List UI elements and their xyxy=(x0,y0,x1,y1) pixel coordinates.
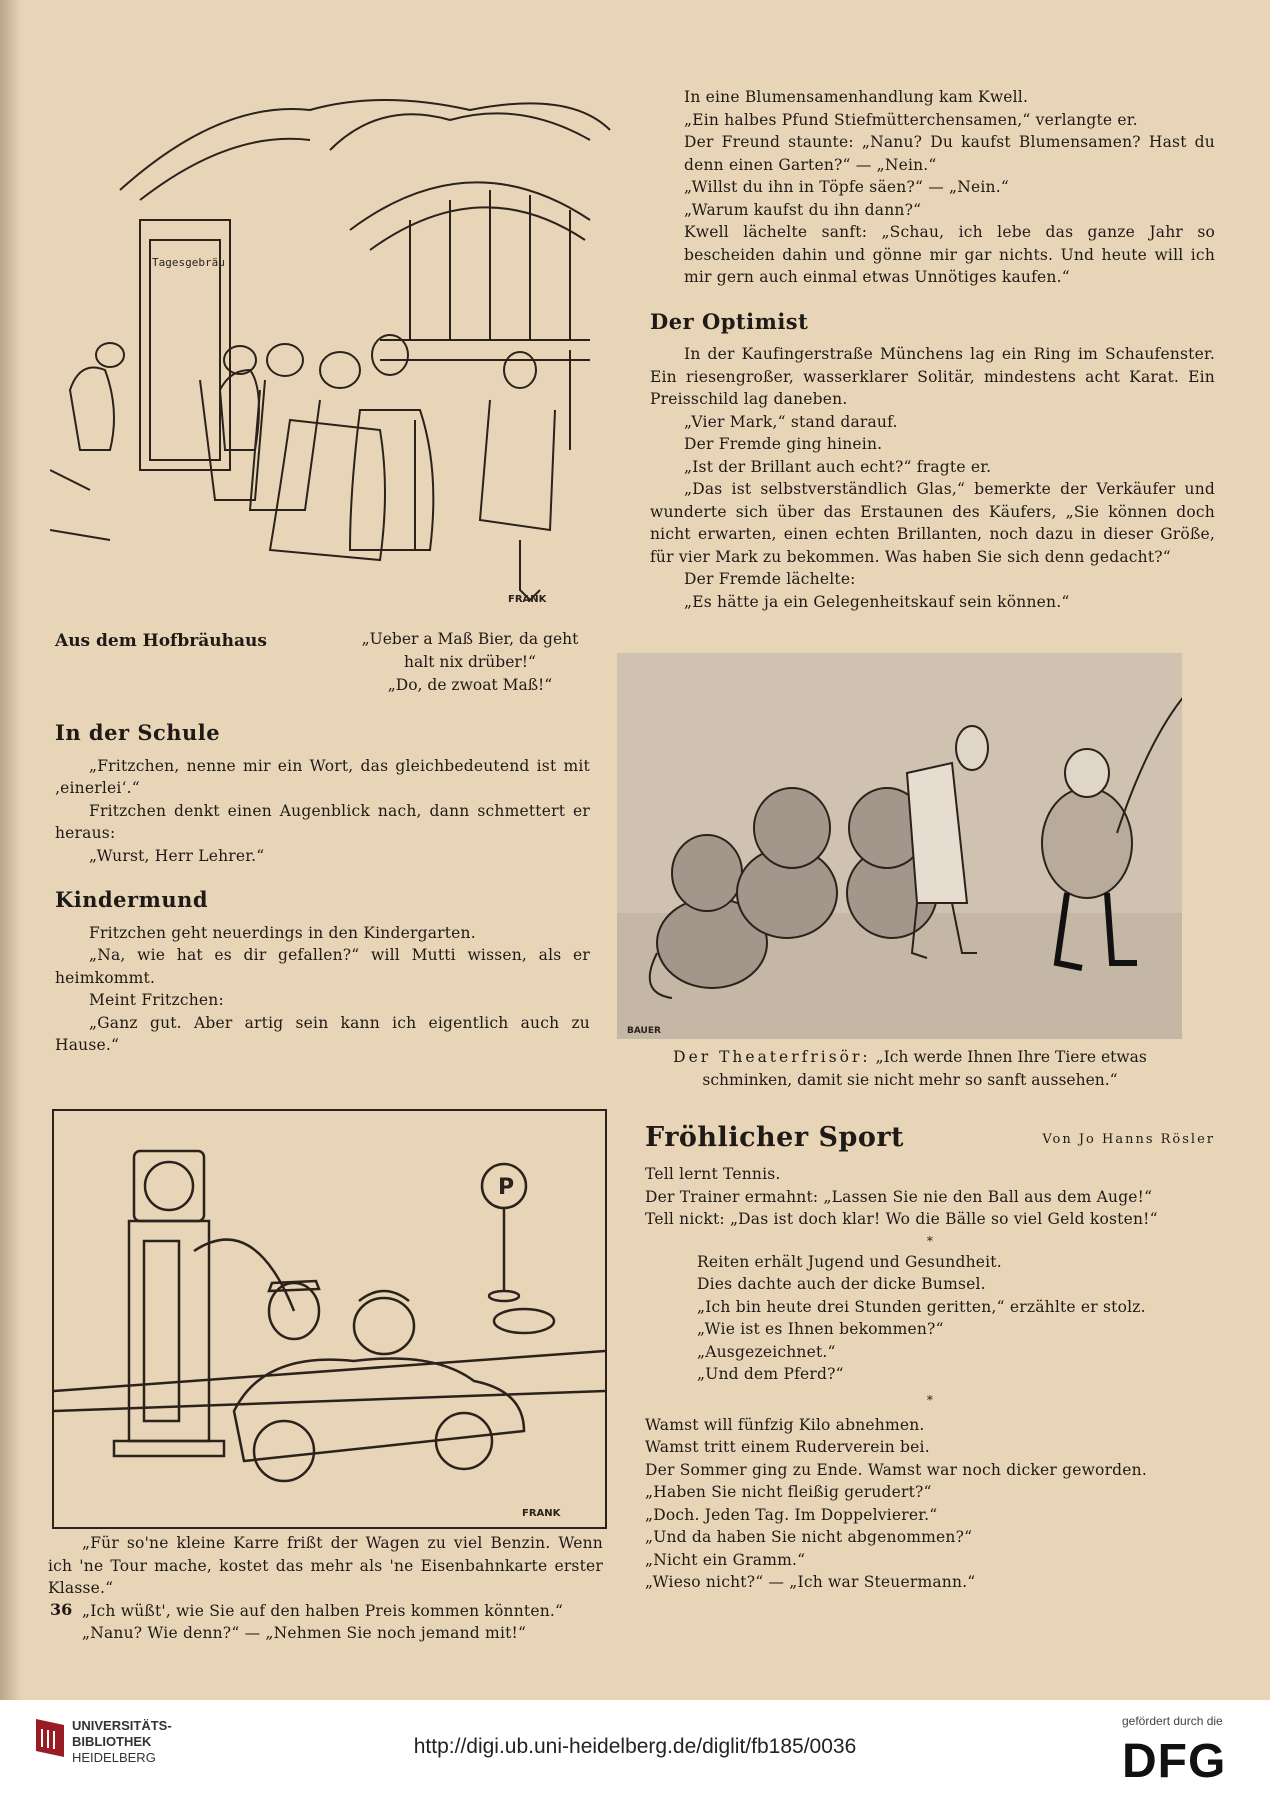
rudern-line: „Und da haben Sie nicht abgenommen?“ xyxy=(645,1528,973,1546)
theater-caption xyxy=(640,1046,1180,1092)
blumen-paragraph: Kwell lächelte sanft: „Schau, ich lebe das ganze Jahr so bescheiden dahin und gönne mir gar nichts. Und heute will ich mir gern auch einmal etwas Unnötiges kaufen.“ xyxy=(684,223,1215,286)
library-name-line: BIBLIOTHEK xyxy=(72,1734,152,1749)
kindermund-paragraph: „Ganz gut. Aber artig sein kann ich eigentlich auch zu Hause.“ xyxy=(55,1013,590,1054)
reiten-line: Dies dachte auch der dicke Bumsel. xyxy=(697,1275,986,1293)
reiten-line: „Wie ist es Ihnen bekommen?“ xyxy=(697,1320,944,1338)
illustration-theaterfrisoer xyxy=(617,653,1182,1039)
lions-and-hairdresser-drawing xyxy=(617,653,1182,1039)
optimist-paragraph: Der Fremde ging hinein. xyxy=(684,435,883,453)
sport-title: Fröhlicher Sport xyxy=(645,1122,905,1153)
library-name-line: UNIVERSITÄTS- xyxy=(72,1718,172,1733)
signature-frank: FRANK xyxy=(508,594,547,605)
rudern-line: Der Sommer ging zu Ende. Wamst war noch dicker geworden. xyxy=(645,1460,1147,1479)
blumen-paragraph: Der Freund staunte: „Nanu? Du kaufst Blumensamen? Hast du denn einen Garten?“ — „Nein.“ xyxy=(684,133,1215,174)
schule-paragraph: Fritzchen denkt einen Augenblick nach, dann schmettert er heraus: xyxy=(55,801,590,842)
beer-hall-drawing xyxy=(50,70,622,615)
optimist-paragraph: „Ist der Brillant auch echt?“ fragte er. xyxy=(684,457,992,476)
kindermund-paragraph: „Na, wie hat es dir gefallen?“ will Mutti wissen, als er heimkommt. xyxy=(55,946,590,987)
sport-text xyxy=(645,1163,1215,1594)
auto-caption xyxy=(48,1532,603,1645)
right-column-top-text xyxy=(650,86,1215,613)
optimist-paragraph: „Es hätte ja ein Gelegenheitskauf sein können.“ xyxy=(684,592,1070,611)
page-fold-shadow xyxy=(0,0,22,1700)
rudern-line: „Nicht ein Gramm.“ xyxy=(645,1550,806,1569)
rudern-line: „Wieso nicht?“ — „Ich war Steuermann.“ xyxy=(645,1573,976,1591)
optimist-paragraph: „Das ist selbstverständlich Glas,“ bemerkte der Verkäufer und wunderte sich über das Erstaunen des Käufers, „Sie können doch nicht erwarten, einen echten Brillanten, noch dazu in dieser Größe, für vier Mark zu bekommen. Was haben Sie sich denn gedacht?“ xyxy=(650,480,1215,566)
dfg-logo: DFG xyxy=(1122,1735,1227,1788)
separator-star: * xyxy=(926,1392,934,1407)
sport-byline: Von Jo Hanns Rösler xyxy=(1042,1132,1215,1147)
optimist-title: Der Optimist xyxy=(650,308,809,334)
funding-label: gefördert durch die xyxy=(1122,1714,1223,1728)
tennis-line: Tell nickt: „Das ist doch klar! Wo die Bälle so viel Geld kosten!“ xyxy=(645,1210,1158,1228)
auto-paragraph: „Nanu? Wie denn?“ — „Nehmen Sie noch jemand mit!“ xyxy=(82,1624,527,1642)
cartoon-hofbraeuhaus xyxy=(50,70,622,615)
kindermund-paragraph: Fritzchen geht neuerdings in den Kindergarten. xyxy=(89,923,476,942)
reiten-line: Reiten erhält Jugend und Gesundheit. xyxy=(697,1252,1002,1271)
rudern-line: Wamst tritt einem Ruderverein bei. xyxy=(645,1438,930,1456)
theater-caption-prefix: Der Theaterfrisör: xyxy=(673,1048,871,1066)
reiten-line: „Ausgezeichnet.“ xyxy=(697,1342,836,1361)
schule-title: In der Schule xyxy=(55,720,221,745)
blumen-paragraph: In eine Blumensamenhandlung kam Kwell. xyxy=(684,88,1029,106)
rudern-line: Wamst will fünfzig Kilo abnehmen. xyxy=(645,1415,925,1434)
schule-paragraph: „Fritzchen, nenne mir ein Wort, das gleichbedeutend ist mit ‚einerlei‘.“ xyxy=(55,756,590,797)
optimist-paragraph: Der Fremde lächelte: xyxy=(684,570,856,588)
theater-caption-text: „Ich werde Ihnen Ihre Tiere etwas schminken, damit sie nicht mehr so sanft aussehen.“ xyxy=(702,1048,1147,1089)
left-column-text xyxy=(55,708,590,1057)
hofbraeuhaus-line: „Ueber a Maß Bier, da geht xyxy=(361,630,579,648)
kindermund-title: Kindermund xyxy=(55,887,209,912)
schule-paragraph: „Wurst, Herr Lehrer.“ xyxy=(89,846,265,865)
wall-sign-text: Tagesgebräu xyxy=(152,256,225,269)
hofbraeuhaus-line: „Do, de zwoat Maß!“ xyxy=(387,676,553,694)
blumen-paragraph: „Willst du ihn in Töpfe säen?“ — „Nein.“ xyxy=(684,178,1009,196)
library-name-line: HEIDELBERG xyxy=(72,1750,156,1765)
signature-bauer: BAUER xyxy=(627,1026,661,1036)
reiten-line: „Und dem Pferd?“ xyxy=(697,1365,844,1383)
blumen-paragraph: „Ein halbes Pfund Stiefmütterchensamen,“ verlangte er. xyxy=(684,110,1138,129)
optimist-paragraph: „Vier Mark,“ stand darauf. xyxy=(684,412,898,431)
auto-paragraph: „Für so'ne kleine Karre frißt der Wagen zu viel Benzin. Wenn ich 'ne Tour mache, kostet das mehr als 'ne Eisenbahnkarte erster Klasse.“ xyxy=(48,1534,603,1597)
parking-sign-icon: P xyxy=(498,1175,515,1200)
car-at-petrol-pump-drawing xyxy=(54,1111,605,1527)
auto-paragraph: „Ich wüßt', wie Sie auf den halben Preis kommen könnten.“ xyxy=(82,1601,564,1620)
hofbraeuhaus-title: Aus dem Hofbräuhaus xyxy=(55,631,267,651)
optimist-paragraph: In der Kaufingerstraße Münchens lag ein Ring im Schaufenster. Ein riesengroßer, wasserklarer Solitär, mindestens acht Karat. Ein Preisschild lag daneben. xyxy=(650,345,1215,408)
tennis-line: Tell lernt Tennis. xyxy=(645,1165,781,1183)
signature-frank-2: FRANK xyxy=(522,1508,561,1519)
rudern-line: „Doch. Jeden Tag. Im Doppelvierer.“ xyxy=(645,1505,938,1524)
hofbraeuhaus-line: halt nix drüber!“ xyxy=(404,653,536,671)
source-url-link[interactable]: http://digi.ub.uni-heidelberg.de/diglit/fb185/0036 xyxy=(413,1735,857,1758)
blumen-paragraph: „Warum kaufst du ihn dann?“ xyxy=(684,200,922,219)
sport-header xyxy=(645,1122,1215,1153)
rudern-line: „Haben Sie nicht fleißig gerudert?“ xyxy=(645,1483,932,1501)
reiten-line: „Ich bin heute drei Stunden geritten,“ erzählte er stolz. xyxy=(697,1297,1146,1316)
separator-star: * xyxy=(926,1233,934,1248)
page-number: 36 xyxy=(50,1600,73,1619)
kindermund-paragraph: Meint Fritzchen: xyxy=(89,991,224,1009)
cartoon-tankstelle xyxy=(52,1109,607,1529)
tennis-line: Der Trainer ermahnt: „Lassen Sie nie den Ball aus dem Auge!“ xyxy=(645,1187,1153,1206)
